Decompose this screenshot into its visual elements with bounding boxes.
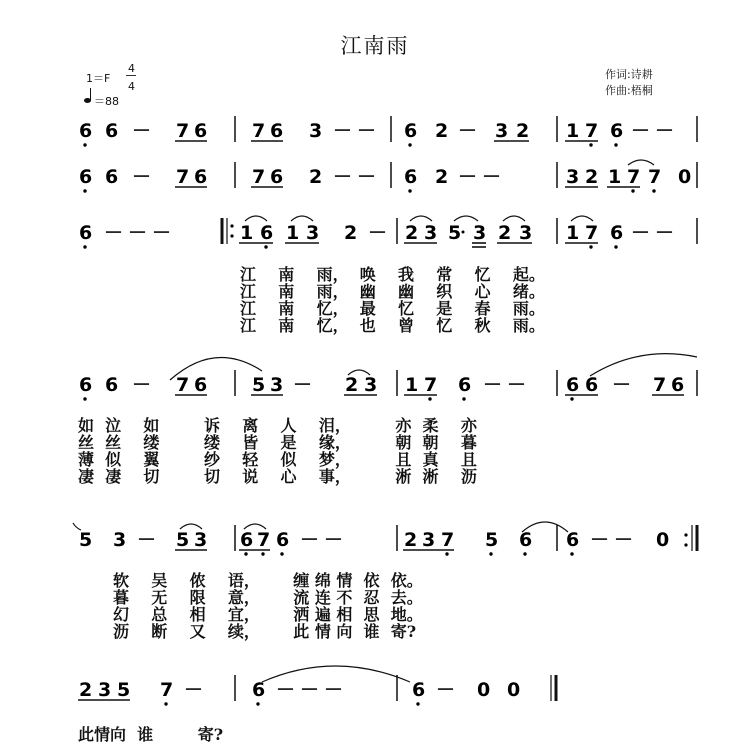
svg-text:2: 2 [516, 120, 530, 142]
svg-text:3: 3 [98, 679, 112, 701]
svg-text:3: 3 [519, 222, 533, 244]
svg-text:2: 2 [585, 166, 599, 188]
svg-text:－: － [631, 222, 651, 244]
svg-text:1: 1 [566, 120, 580, 142]
svg-text:6: 6 [671, 374, 685, 396]
row-4 [79, 354, 697, 401]
svg-text:1: 1 [286, 222, 300, 244]
time-signature-top: 4 [128, 62, 135, 75]
svg-text:－: － [590, 529, 610, 551]
composer-credit: 作曲:梧桐 [605, 84, 653, 97]
lyrics-verse-1: 江 南 雨， 唤 我 常 忆 起。 [240, 265, 545, 284]
key-signature: 1＝F [86, 72, 111, 85]
svg-text:3: 3 [566, 166, 580, 188]
svg-text:5: 5 [448, 222, 462, 244]
svg-text:－: － [137, 529, 157, 551]
lyrics-verse-3: 江 南 忆， 最 忆 是 春 雨。 [240, 299, 545, 318]
svg-text:－: － [128, 222, 148, 244]
svg-text:1: 1 [566, 222, 580, 244]
svg-text:－: － [132, 374, 152, 396]
song-title: 江南雨 [340, 34, 410, 58]
svg-text:3: 3 [270, 374, 284, 396]
svg-text:5: 5 [485, 529, 499, 551]
svg-text:－: － [458, 166, 478, 188]
svg-text:2: 2 [345, 374, 359, 396]
svg-text:－: － [184, 679, 204, 701]
svg-text:－: － [436, 679, 456, 701]
svg-text:7: 7 [160, 679, 174, 701]
svg-text:6: 6 [194, 374, 208, 396]
svg-text:6: 6 [412, 679, 426, 701]
svg-text:－: － [276, 679, 296, 701]
svg-text:6: 6 [404, 120, 418, 142]
svg-text:3: 3 [309, 120, 323, 142]
svg-text:－: － [152, 222, 172, 244]
svg-text:3: 3 [364, 374, 378, 396]
svg-text:6: 6 [585, 374, 599, 396]
svg-text:6: 6 [566, 374, 580, 396]
svg-text:－: － [483, 374, 503, 396]
svg-text:－: － [655, 120, 675, 142]
row-6 [78, 666, 556, 706]
lyrics-verse-4: 江 南 忆， 也 曾 忆 秋 雨。 [240, 316, 545, 335]
svg-text:－: － [655, 222, 675, 244]
svg-text:7: 7 [653, 374, 667, 396]
svg-text:6: 6 [79, 166, 93, 188]
svg-text:－: － [357, 166, 377, 188]
svg-text:3: 3 [495, 120, 509, 142]
svg-text:－: － [333, 120, 353, 142]
svg-text:7: 7 [585, 120, 599, 142]
svg-text:－: － [458, 120, 478, 142]
svg-text:7: 7 [176, 374, 190, 396]
svg-text:0: 0 [678, 166, 692, 188]
svg-text:－: － [612, 374, 632, 396]
svg-text:5: 5 [176, 529, 190, 551]
svg-text:－: － [507, 374, 527, 396]
row-2 [79, 160, 697, 193]
row-3 [79, 216, 697, 249]
lyrics-line-3-verse-2: 暮 无 限 意， 流 连 不 忍 去。 [113, 588, 423, 607]
svg-text:－: － [132, 120, 152, 142]
svg-text:6: 6 [566, 529, 580, 551]
svg-text:2: 2 [435, 120, 449, 142]
svg-text:2: 2 [309, 166, 323, 188]
svg-text:－: － [324, 679, 344, 701]
svg-text:3: 3 [194, 529, 208, 551]
svg-text:－: － [104, 222, 124, 244]
svg-text:6: 6 [610, 120, 624, 142]
time-signature-bottom: 4 [128, 80, 135, 93]
svg-text:－: － [132, 166, 152, 188]
svg-text:3: 3 [422, 529, 436, 551]
svg-text:2: 2 [79, 679, 93, 701]
lyrics-line-2-verse-2: 丝 丝 缕 缕 皆 是 缘， 朝 朝 暮 [78, 433, 477, 452]
svg-text:6: 6 [79, 120, 93, 142]
svg-text:6: 6 [519, 529, 533, 551]
row-5 [73, 522, 697, 556]
svg-text:5: 5 [117, 679, 131, 701]
lyrics-verse-2: 江 南 雨， 幽 幽 织 心 绪。 [240, 282, 545, 301]
svg-text:－: － [482, 166, 502, 188]
svg-text:3: 3 [306, 222, 320, 244]
svg-text:6: 6 [105, 120, 119, 142]
tempo-marking: ＝88 [94, 95, 119, 108]
svg-text:6: 6 [194, 166, 208, 188]
svg-text:－: － [631, 120, 651, 142]
lyrics-line-3-verse-1: 软 吴 侬 语， 缠 绵 情 依 依。 [113, 571, 423, 590]
svg-text:6: 6 [270, 166, 284, 188]
lyrics-line-3-verse-4: 沥 断 又 续， 此 情 向 谁 寄? [113, 622, 417, 641]
svg-text:7: 7 [257, 529, 271, 551]
svg-text:－: － [614, 529, 634, 551]
svg-text:6: 6 [270, 120, 284, 142]
svg-text:2: 2 [405, 222, 419, 244]
svg-text:3: 3 [424, 222, 438, 244]
svg-text:－: － [357, 120, 377, 142]
svg-text:6: 6 [105, 166, 119, 188]
svg-text:2: 2 [344, 222, 358, 244]
svg-text:5: 5 [252, 374, 266, 396]
svg-text:6: 6 [610, 222, 624, 244]
svg-text:6: 6 [404, 166, 418, 188]
lyrics-line-2-verse-3: 薄 似 翼 纱 轻 似 梦， 且 真 且 [78, 450, 477, 469]
lyrics-line-2-verse-4: 凄 凄 切 切 说 心 事， 淅 淅 沥 [78, 467, 477, 486]
svg-text:6: 6 [194, 120, 208, 142]
svg-text:7: 7 [424, 374, 438, 396]
svg-text:0: 0 [507, 679, 521, 701]
svg-text:－: － [300, 679, 320, 701]
svg-text:7: 7 [627, 166, 641, 188]
lyricist-credit: 作词:诗耕 [605, 68, 653, 81]
svg-text:0: 0 [656, 529, 670, 551]
svg-text:2: 2 [435, 166, 449, 188]
svg-text:7: 7 [585, 222, 599, 244]
svg-text:2: 2 [498, 222, 512, 244]
svg-text:1: 1 [405, 374, 419, 396]
svg-text:－: － [293, 374, 313, 396]
row-1 [79, 116, 697, 147]
svg-text:0: 0 [477, 679, 491, 701]
svg-text:1: 1 [240, 222, 254, 244]
svg-text:2: 2 [404, 529, 418, 551]
svg-text:7: 7 [176, 120, 190, 142]
svg-text:5: 5 [79, 529, 93, 551]
svg-text:7: 7 [176, 166, 190, 188]
svg-text:6: 6 [260, 222, 274, 244]
svg-text:6: 6 [252, 679, 266, 701]
svg-text:－: － [324, 529, 344, 551]
svg-text:－: － [368, 222, 388, 244]
lyrics-line-2-verse-1: 如 泣 如 诉 离 人 泪， 亦 柔 亦 [78, 416, 477, 435]
svg-text:1: 1 [608, 166, 622, 188]
svg-text:－: － [333, 166, 353, 188]
svg-text:7: 7 [648, 166, 662, 188]
svg-text:6: 6 [240, 529, 254, 551]
svg-text:6: 6 [105, 374, 119, 396]
svg-text:7: 7 [252, 120, 266, 142]
svg-text:3: 3 [473, 222, 487, 244]
lyrics-line-3-verse-3: 幻 总 相 宜， 洒 遍 相 思 地。 [113, 605, 423, 624]
svg-text:6: 6 [79, 374, 93, 396]
svg-text:7: 7 [441, 529, 455, 551]
svg-text:6: 6 [276, 529, 290, 551]
svg-text:6: 6 [79, 222, 93, 244]
svg-text:－: － [300, 529, 320, 551]
svg-text:7: 7 [252, 166, 266, 188]
lyrics-final-line: 此情向 谁 寄? [78, 725, 224, 744]
svg-text:6: 6 [458, 374, 472, 396]
svg-text:3: 3 [113, 529, 127, 551]
